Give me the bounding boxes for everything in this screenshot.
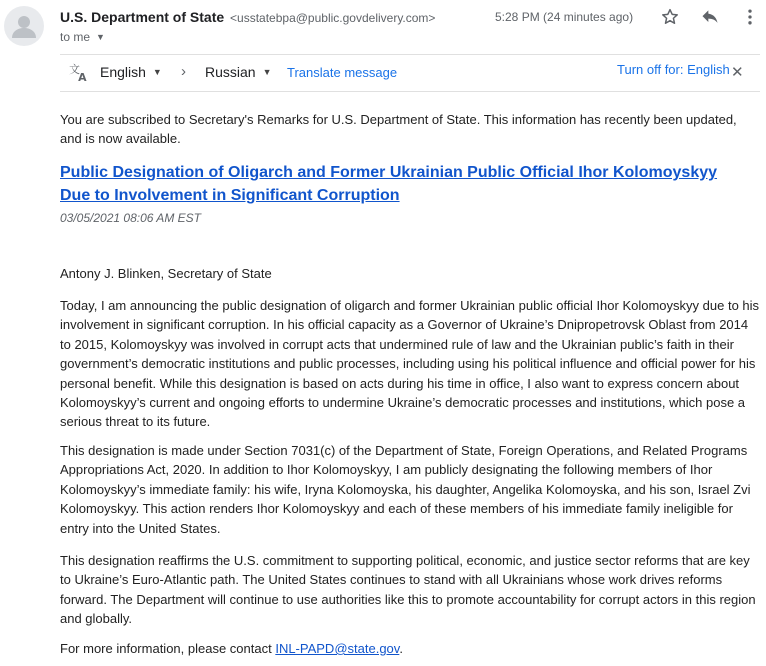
person-icon [4,6,44,46]
subscription-notice: You are subscribed to Secretary's Remarks for U.S. Department of State. This information has recently been updated, and is now available. [60,112,737,147]
paragraph-2: This designation is made under Section 7031(c) of the Department of State, Foreign Operations, and Related Programs Appropriations Act, 2020. In addition to Ihor Kolomoyskyy, I am publicly designating the following members of Ihor Kolomoyskyy’s immediate family: his wife, Iryna Kolomoyska, his daughter, Angelika Kolomoyska, and his son, Israel Zvi Kolomoyskyy. This action renders Ihor Kolomoyskyy and each of these members of his immediate family ineligible for entry into the United States. [60,443,751,536]
contact-line [60,639,760,658]
contact-prefix: For more information, please contact [60,641,276,656]
source-language-select[interactable] [100,64,162,80]
sender-name[interactable]: U.S. Department of State [60,9,225,25]
chevron-down-icon[interactable]: ▼ [96,32,105,42]
svg-text:A: A [78,71,87,83]
translate-bar [60,54,760,92]
paragraph-3: This designation reaffirms the U.S. commitment to supporting political, economic, and justice sector reforms that are key to Ukraine’s Euro-Atlantic path. The United States continues to stand with all Ukrainians whose work drives reforms forward. The Department will continue to use authorities like this to promote accountability for corrupt actors in this region and globally. [60,553,756,627]
paragraph-1: Today, I am announcing the public designation of oligarch and former Ukrainian public official Ihor Kolomoyskyy due to his involvement in significant corruption. In his official capacity as a Governor of Ukraine’s Dnipropetrovsk Oblast from 2014 to 2015, Kolomoyskyy was involved in corrupt acts that undermined rule of law and the Ukrainian public’s faith in their government’s democratic institutions and public processes, including using his political influence and official power for his personal benefit. While this designation is based on acts during his time in office, I also want to express concern about Kolomoyskyy’s current and ongoing efforts to undermine Ukraine’s democratic processes and institutions, which pose a serious threat to its future. [60,298,760,430]
svg-text:文: 文 [69,63,80,76]
recipient-label: to me [60,30,91,44]
contact-email-link[interactable]: INL-PAPD@state.gov [275,641,400,656]
turn-off-translation-link[interactable]: Turn off for: English [617,62,730,77]
sender-avatar[interactable] [4,6,44,46]
chevron-right-icon: › [181,63,186,80]
translate-message-link[interactable]: Translate message [287,65,398,80]
more-vert-icon [740,7,760,27]
article-title-link[interactable]: Public Designation of Oligarch and Former Ukrainian Public Official Ihor Kolomoyskyy Due to Involvement in Significant Corruption [60,164,718,204]
recipient-details[interactable] [60,30,105,44]
reply-button[interactable] [699,6,721,28]
reply-icon [700,7,720,27]
source-language-label: English [100,64,146,80]
translate-icon [69,63,91,83]
sender-line [60,9,435,25]
caret-down-icon: ▼ [262,67,272,77]
message-time: 5:28 PM (24 minutes ago) [495,10,634,24]
article-date: 03/05/2021 08:06 AM EST [60,211,201,225]
more-options-button[interactable] [739,6,761,28]
author-line: Antony J. Blinken, Secretary of State [60,266,272,281]
caret-down-icon: ▼ [152,67,162,77]
target-language-select[interactable] [205,64,272,80]
target-language-label: Russian [205,64,256,80]
sender-email: <usstatebpa@public.govdelivery.com> [230,11,436,25]
contact-suffix: . [399,641,403,656]
star-icon [660,7,680,27]
star-button[interactable] [659,6,681,28]
close-icon[interactable]: ✕ [731,64,744,81]
